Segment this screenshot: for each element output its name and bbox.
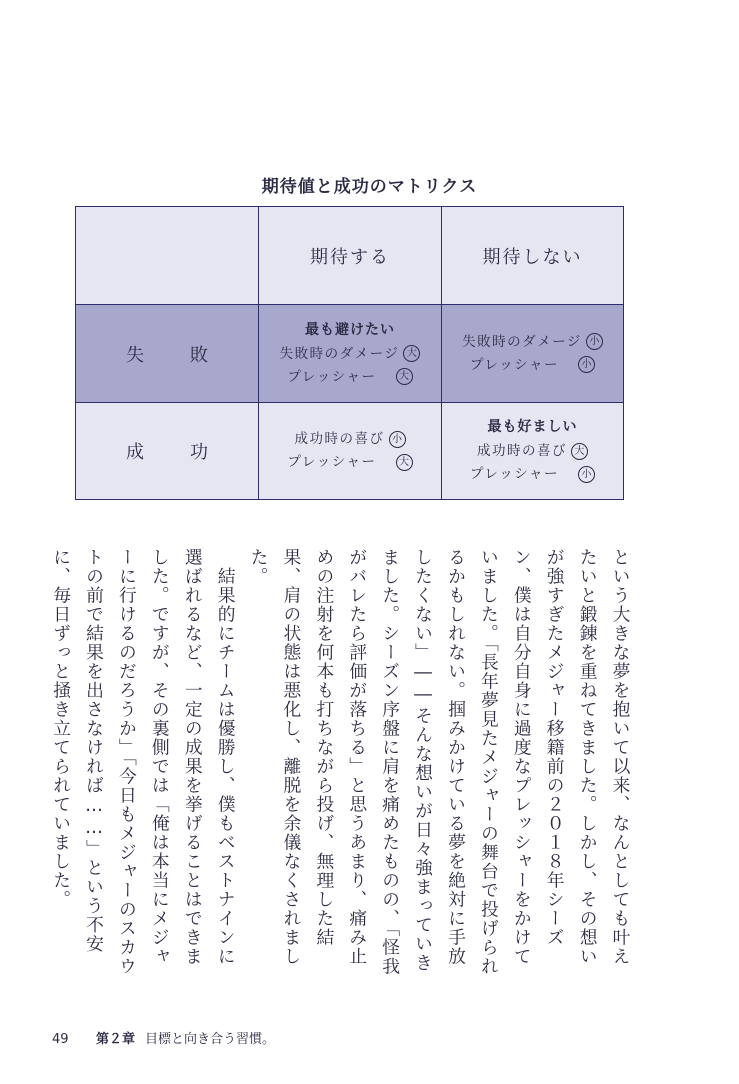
matrix-cell xyxy=(442,403,624,500)
cell-line-text: 成功時の喜び xyxy=(294,431,385,447)
cell-line-text: 失敗時のダメージ xyxy=(279,345,400,362)
size-badge: 大 xyxy=(571,443,588,460)
matrix-col-header xyxy=(259,207,442,305)
chapter-title: 目標と向き合う習慣。 xyxy=(145,1032,276,1047)
cell-line xyxy=(442,354,623,377)
matrix-row-success xyxy=(76,403,624,500)
body-paragraph-text: 結果的にチームは優勝し、僕もベストナインに選ばれるなど、一定の成果を挙げることはできました。ですが、その裏側では「俺は本当にメジャーに行けるのだろうか」「今日もメジャーのスカウトの前で結果を出さなければ……」という不安に、毎日ずっと掻き立てられていました。 xyxy=(50,548,237,976)
figure-title: 期待値と成功のマトリクス xyxy=(261,177,478,197)
size-badge: 大 xyxy=(396,368,413,385)
size-badge: 大 xyxy=(403,345,420,362)
body-text xyxy=(50,548,636,978)
matrix-row-header xyxy=(76,305,259,403)
chapter-number: 第２章 xyxy=(96,1032,136,1047)
cell-line xyxy=(259,428,441,451)
size-badge: 小 xyxy=(586,333,603,350)
cell-line-text: プレッシャー xyxy=(287,454,377,470)
cell-line xyxy=(442,440,623,463)
cell-title: 最も好ましい xyxy=(487,419,578,435)
matrix-cell xyxy=(442,305,624,403)
cell-title: 最も避けたい xyxy=(305,321,395,338)
matrix-cell xyxy=(259,305,442,403)
size-badge: 大 xyxy=(396,454,413,471)
page-footer xyxy=(52,1028,275,1047)
page-number: 49 xyxy=(52,1032,69,1047)
matrix-row-failure xyxy=(76,305,624,403)
cell-line-text: プレッシャー xyxy=(287,368,377,385)
expectation-matrix xyxy=(75,206,624,500)
row-header-label: 失 敗 xyxy=(126,344,222,366)
cell-line xyxy=(259,343,441,366)
matrix-corner-cell xyxy=(76,207,259,305)
size-badge: 小 xyxy=(389,431,406,448)
matrix-row-header xyxy=(76,403,259,500)
cell-line xyxy=(442,331,623,354)
size-badge: 小 xyxy=(578,356,595,373)
size-badge: 小 xyxy=(578,466,595,483)
cell-line-text: プレッシャー xyxy=(469,356,560,373)
cell-line xyxy=(442,463,623,486)
body-paragraph xyxy=(44,548,241,978)
cell-line xyxy=(259,451,441,474)
matrix-header-row xyxy=(76,207,624,305)
col-header-label: 期待する xyxy=(310,246,390,268)
cell-line-text: プレッシャー xyxy=(469,466,560,482)
row-header-label: 成 功 xyxy=(126,442,222,463)
body-paragraph: という大きな夢を抱いて以来、なんとしても叶えたいと鍛錬を重ねてきました。しかし、その想いが強すぎたメジャー移籍前の２０１８年シーズン、僕は自分自身に過度なプレッシャーをかけていました。「長年夢見たメジャーの舞台で投げられるかもしれない。掴みかけている夢を絶対に手放したくない」――そんな想いが日々強まっていきました。シーズン序盤に肩を痛めたものの、「怪我がバレたら評価が落ちる」と思うあまり、痛み止めの注射を何本も打ちながら投げ、無理した結果、肩の状態は悪化し、離脱を余儀なくされました。 xyxy=(248,548,631,976)
cell-line-text: 成功時の喜び xyxy=(477,443,567,459)
cell-line xyxy=(259,366,441,389)
matrix-cell xyxy=(259,403,442,500)
matrix-col-header xyxy=(442,207,624,305)
col-header-label: 期待しない xyxy=(482,246,583,268)
cell-line-text: 失敗時のダメージ xyxy=(462,333,582,350)
